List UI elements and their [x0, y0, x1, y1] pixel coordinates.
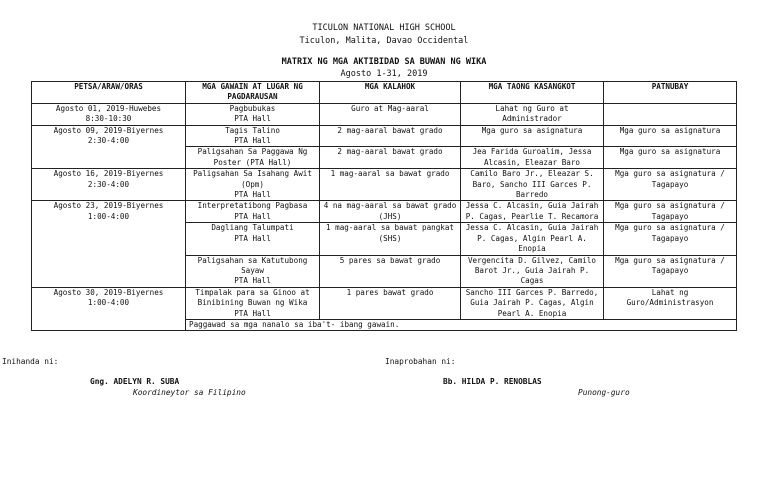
persons-cell: Jea Farida Guroalim, Jessa Alcasin, Eleazar Baro: [461, 147, 604, 169]
guide-cell: [604, 103, 737, 125]
approved-by-label: Inaprobahan ni:: [385, 357, 456, 366]
activity-cell: Paligsahan Sa Paggawa Ng Poster (PTA Hall): [186, 147, 320, 169]
activity-cell: Interpretatibong Pagbasa PTA Hall: [186, 201, 320, 223]
date-cell: Agosto 09, 2019-Biyernes 2:30-4:00: [32, 125, 186, 169]
guide-cell: Mga guro sa asignatura / Tagapayo: [604, 169, 737, 201]
guide-cell: Mga guro sa asignatura / Tagapayo: [604, 201, 737, 223]
activity-cell: Paligsahan sa Katutubong Sayaw PTA Hall: [186, 255, 320, 287]
participants-cell: 5 pares sa bawat grado: [320, 255, 461, 287]
column-header-participants: MGA KALAHOK: [320, 82, 461, 104]
table-row: [32, 103, 737, 125]
school-name: TICULON NATIONAL HIGH SCHOOL: [312, 23, 456, 33]
activity-cell: Timpalak para sa Ginoo at Binibining Buwan ng Wika PTA Hall: [186, 287, 320, 319]
participants-cell: 1 pares bawat grado: [320, 287, 461, 319]
guide-cell: Lahat ng Guro/Administrasyon: [604, 287, 737, 319]
date-cell: Agosto 01, 2019-Huwebes 8:30-10:30: [32, 103, 186, 125]
guide-cell: Mga guro sa asignatura / Tagapayo: [604, 223, 737, 255]
activity-cell: Dagliang Talumpati PTA Hall: [186, 223, 320, 255]
participants-cell: Guro at Mag-aaral: [320, 103, 461, 125]
table-row: [32, 169, 737, 201]
table-row: [32, 287, 737, 319]
persons-cell: Mga guro sa asignatura: [461, 125, 604, 147]
preparer-name: Gng. ADELYN R. SUBA: [90, 377, 180, 386]
persons-cell: Sancho III Garces P. Barredo, Guia Jairah P. Cagas, Algin Pearl A. Enopia: [461, 287, 604, 319]
participants-cell: 2 mag-aaral bawat grado: [320, 125, 461, 147]
approver-name: Bb. HILDA P. RENOBLAS: [443, 377, 542, 386]
activity-matrix-table: [31, 81, 737, 331]
document-title: MATRIX NG MGA AKTIBIDAD SA BUWAN NG WIKA: [281, 57, 487, 67]
persons-cell: Camilo Baro Jr., Eleazar S. Baro, Sancho III Garces P. Barredo: [461, 169, 604, 201]
participants-cell: 1 mag-aaral sa bawat grado: [320, 169, 461, 201]
guide-cell: Mga guro sa asignatura: [604, 125, 737, 147]
column-header-persons: MGA TAONG KASANGKOT: [461, 82, 604, 104]
date-cell: Agosto 16, 2019-Biyernes 2:30-4:00: [32, 169, 186, 201]
persons-cell: Vergencita D. Gilvez, Camilo Barot Jr., Guia Jairah P. Cagas: [461, 255, 604, 287]
participants-cell: 2 mag-aaral bawat grado: [320, 147, 461, 169]
school-address: Ticulon, Malita, Davao Occidental: [299, 36, 469, 46]
table-row: [32, 125, 737, 147]
prepared-by-label: Inihanda ni:: [2, 357, 59, 366]
column-header-date: PETSA/ARAW/ORAS: [32, 82, 186, 104]
table-header-row: [32, 82, 737, 104]
preparer-title: Koordineytor sa Filipino: [133, 388, 246, 397]
guide-cell: Mga guro sa asignatura: [604, 147, 737, 169]
column-header-activity: MGA GAWAIN AT LUGAR NG PAGDARAUSAN: [186, 82, 320, 104]
date-cell: Agosto 23, 2019-Biyernes 1:00-4:00: [32, 201, 186, 287]
activity-cell: Pagbubukas PTA Hall: [186, 103, 320, 125]
participants-cell: 1 mag-aaral sa bawat pangkat (SHS): [320, 223, 461, 255]
column-header-guide: PATNUBAY: [604, 82, 737, 104]
activity-cell: Paligsahan Sa Isahang Awit (Opm) PTA Hall: [186, 169, 320, 201]
persons-cell: Jessa C. Alcasin, Guia Jairah P. Cagas, Pearlie T. Recamora: [461, 201, 604, 223]
activity-cell: Tagis Talino PTA Hall: [186, 125, 320, 147]
participants-cell: 4 na mag-aaral sa bawat grado (JHS): [320, 201, 461, 223]
guide-cell: Mga guro sa asignatura / Tagapayo: [604, 255, 737, 287]
approver-title: Punong-guro: [578, 388, 630, 397]
persons-cell: Lahat ng Guro at Administrador: [461, 103, 604, 125]
document-dates: Agosto 1-31, 2019: [340, 69, 428, 79]
date-cell: Agosto 30, 2019-Biyernes 1:00-4:00: [32, 287, 186, 331]
persons-cell: Jessa C. Alcasin, Guia Jairah P. Cagas, Algin Pearl A. Enopia: [461, 223, 604, 255]
closing-activity-cell: Paggawad sa mga nanalo sa iba't- ibang gawain.: [186, 319, 737, 330]
table-row: [32, 201, 737, 223]
